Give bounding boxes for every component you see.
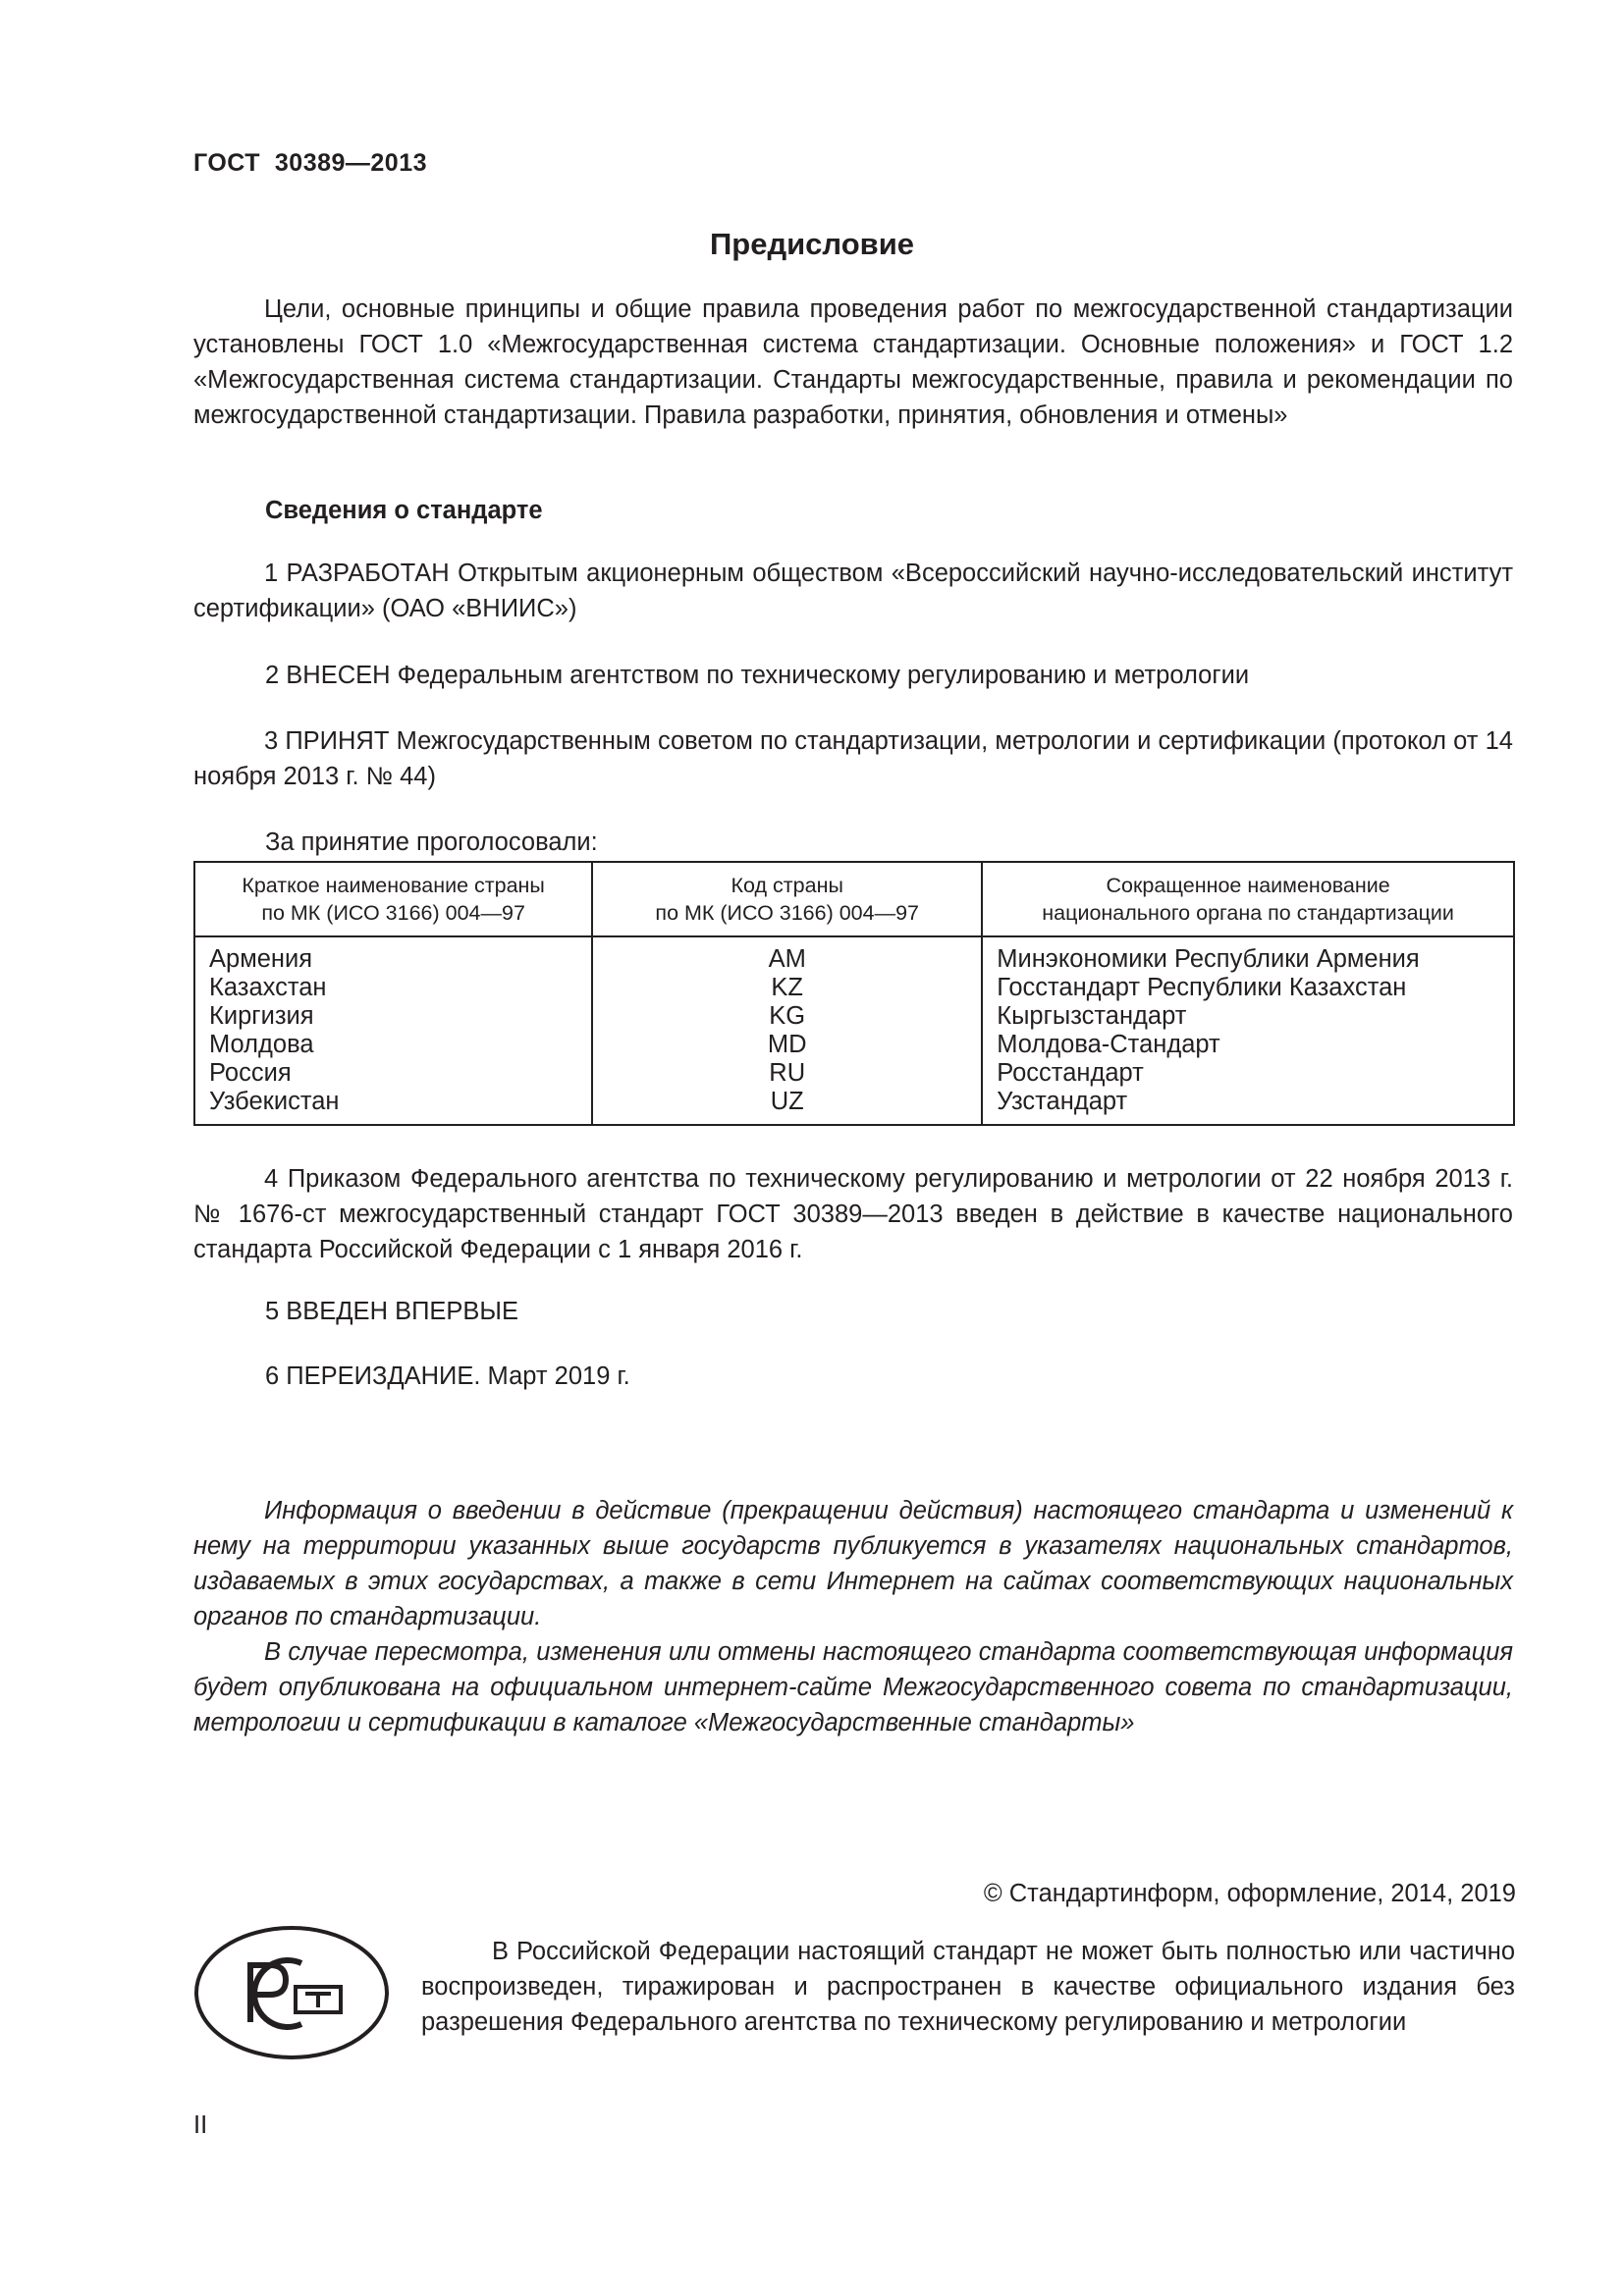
table-row — [194, 974, 1514, 1002]
country-cell: Армения — [194, 936, 592, 974]
rst-certification-mark-icon — [193, 1924, 390, 2061]
country-code-cell: MD — [592, 1031, 982, 1059]
country-code-cell: KZ — [592, 974, 982, 1002]
country-cell: Казахстан — [194, 974, 592, 1002]
item-1-developed: 1 РАЗРАБОТАН Открытым акционерным обществом «Всероссийский научно-исследовательский институт сертификации» (ОАО «ВНИИС») — [193, 560, 1513, 622]
table-header-row — [194, 862, 1514, 936]
logo-graphic — [193, 1924, 390, 2061]
country-code-cell: KG — [592, 1002, 982, 1031]
agency-cell: Молдова-Стандарт — [982, 1031, 1514, 1059]
table-row — [194, 1088, 1514, 1125]
intro-paragraph: Цели, основные принципы и общие правила проведения работ по межгосударственной стандартизации установлены ГОСТ 1.0 «Межгосударственная система стандартизации. Основные положения» и ГОСТ 1.2 «Межгосударственная система стандартизации. Стандарты межгосударственные, правила и рекомендации по межгосударственной стандартизации. Правила разработки, принятия, обновления и отмены» — [193, 295, 1513, 429]
agency-cell: Росстандарт — [982, 1059, 1514, 1088]
column-header-agency: Сокращенное наименование национального органа по стандартизации — [982, 862, 1514, 936]
info-notice-paragraph-1: Информация о введении в действие (прекращении действия) настоящего стандарта и изменений к нему на территории указанных выше государств публикуется в указателях национальных стандартов, издаваемых в этих государствах, а также в сети Интернет на сайтах соответствующих национальных органов по стандартизации. — [193, 1497, 1513, 1630]
item-5-introduced: 5 ВВЕДЕН ВПЕРВЫЕ — [265, 1298, 519, 1325]
column-header-country: Краткое наименование страны по МК (ИСО 3166) 004—97 — [194, 862, 592, 936]
item-4-order: 4 Приказом Федерального агентства по техническому регулированию и метрологии от 22 ноября 2013 г. № 1676-ст межгосударственный стандарт ГОСТ 30389—2013 введен в действие в качестве национального стандарта Российской Федерации с 1 января 2016 г. — [193, 1165, 1513, 1263]
copyright-line: © Стандартинформ, оформление, 2014, 2019 — [983, 1880, 1516, 1907]
standard-info-heading: Сведения о стандарте — [265, 497, 543, 524]
item-6-reissue: 6 ПЕРЕИЗДАНИЕ. Март 2019 г. — [265, 1362, 630, 1390]
table-row — [194, 1059, 1514, 1088]
country-cell: Молдова — [194, 1031, 592, 1059]
voting-countries-table — [193, 861, 1515, 1126]
item-3-adopted: 3 ПРИНЯТ Межгосударственным советом по стандартизации, метрологии и сертификации (протокол от 14 ноября 2013 г. № 44) — [193, 727, 1513, 790]
item-2-submitted: 2 ВНЕСЕН Федеральным агентством по техническому регулированию и метрологии — [265, 662, 1250, 689]
column-header-code: Код страны по МК (ИСО 3166) 004—97 — [592, 862, 982, 936]
country-cell: Киргизия — [194, 1002, 592, 1031]
country-code-cell: AM — [592, 936, 982, 974]
country-cell: Россия — [194, 1059, 592, 1088]
page-number: II — [193, 2111, 208, 2139]
agency-cell: Минэкономики Республики Армения — [982, 936, 1514, 974]
page-title: Предисловие — [709, 227, 914, 261]
agency-cell: Кыргызстандарт — [982, 1002, 1514, 1031]
agency-cell: Узстандарт — [982, 1088, 1514, 1125]
reproduction-notice: В Российской Федерации настоящий стандарт не может быть полностью или частично воспроизведен, тиражирован и распространен в качестве официального издания без разрешения Федерального агентства по техническому регулированию и метрологии — [421, 1938, 1515, 2036]
table-row — [194, 1031, 1514, 1059]
table-row — [194, 1002, 1514, 1031]
country-code-cell: UZ — [592, 1088, 982, 1125]
table-row — [194, 936, 1514, 974]
info-notice-paragraph-2: В случае пересмотра, изменения или отмены настоящего стандарта соответствующая информация будет опубликована на официальном интернет-сайте Межгосударственного совета по стандартизации, метрологии и сертификации в каталоге «Межгосударственные стандарты» — [193, 1638, 1513, 1736]
document-number: ГОСТ 30389—2013 — [193, 149, 428, 177]
country-cell: Узбекистан — [194, 1088, 592, 1125]
agency-cell: Госстандарт Республики Казахстан — [982, 974, 1514, 1002]
votes-label: За принятие проголосовали: — [265, 828, 598, 856]
country-code-cell: RU — [592, 1059, 982, 1088]
